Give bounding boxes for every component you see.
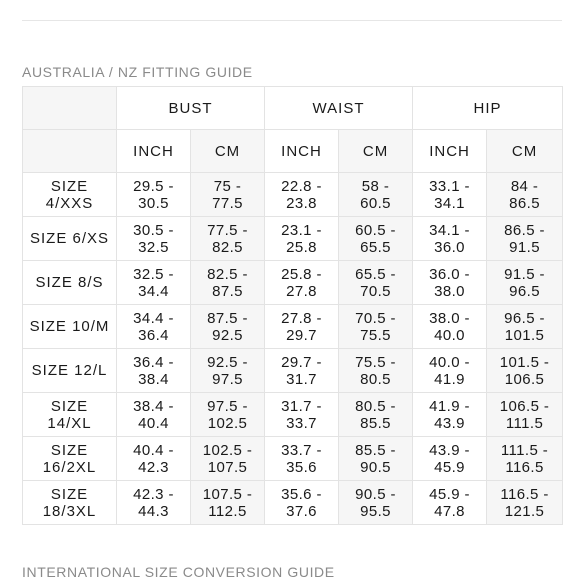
- measurement-line: 22.8 -: [281, 177, 322, 195]
- measurement-line: 95.5: [360, 502, 391, 520]
- measurement-line: 40.0: [434, 326, 465, 344]
- measurement-line: 36.4 -: [133, 353, 174, 371]
- size-label: [23, 261, 117, 305]
- measurement-line: 85.5 -: [355, 441, 396, 459]
- measurement-line: 47.8: [434, 502, 465, 520]
- size-label: [23, 393, 117, 437]
- measurement-line: 31.7 -: [281, 397, 322, 415]
- measurement-bust-inch: [117, 349, 191, 393]
- measurement-line: 36.0 -: [429, 265, 470, 283]
- group-header-row: [23, 87, 563, 130]
- size-label-line: 4/XXS: [45, 194, 94, 212]
- measurement-line: 41.9 -: [429, 397, 470, 415]
- measurement-bust-inch: [117, 217, 191, 261]
- measurement-line: 70.5: [360, 282, 391, 300]
- measurement-line: 35.6 -: [281, 485, 322, 503]
- measurement-line: 90.5 -: [355, 485, 396, 503]
- size-label-line: SIZE 10/M: [29, 318, 110, 335]
- unit-header-waist-inch: INCH: [265, 130, 339, 173]
- measurement-hip-inch: [413, 393, 487, 437]
- measurement-line: 102.5: [207, 414, 248, 432]
- measurement-line: 96.5: [509, 282, 540, 300]
- unit-header-hip-inch: INCH: [413, 130, 487, 173]
- measurement-line: 101.5 -: [499, 353, 550, 371]
- measurement-hip-cm: [487, 393, 563, 437]
- measurement-waist-cm: [339, 261, 413, 305]
- measurement-hip-inch: [413, 173, 487, 217]
- measurement-line: 23.8: [286, 194, 317, 212]
- measurement-waist-cm: [339, 437, 413, 481]
- measurement-line: 84 -: [510, 177, 539, 195]
- measurement-hip-inch: [413, 481, 487, 525]
- measurement-line: 90.5: [360, 458, 391, 476]
- measurement-line: 91.5: [509, 238, 540, 256]
- measurement-hip-cm: [487, 481, 563, 525]
- measurement-line: 29.7 -: [281, 353, 322, 371]
- size-label: [23, 305, 117, 349]
- measurement-waist-inch: [265, 173, 339, 217]
- measurement-line: 77.5 -: [207, 221, 248, 239]
- measurement-line: 85.5: [360, 414, 391, 432]
- measurement-line: 112.5: [208, 502, 247, 520]
- measurement-line: 38.0: [434, 282, 465, 300]
- measurement-bust-inch: [117, 173, 191, 217]
- measurement-line: 92.5: [212, 326, 243, 344]
- measurement-bust-inch: [117, 437, 191, 481]
- table-row: [23, 305, 563, 349]
- measurement-bust-inch: [117, 393, 191, 437]
- measurement-waist-inch: [265, 261, 339, 305]
- measurement-hip-inch: [413, 349, 487, 393]
- measurement-line: 60.5: [360, 194, 391, 212]
- measurement-line: 31.7: [286, 370, 317, 388]
- measurement-line: 43.9 -: [429, 441, 470, 459]
- size-label-line: SIZE 8/S: [35, 274, 104, 291]
- measurement-line: 25.8 -: [281, 265, 322, 283]
- measurement-line: 32.5 -: [133, 265, 174, 283]
- measurement-hip-inch: [413, 305, 487, 349]
- measurement-line: 36.4: [138, 326, 169, 344]
- measurement-bust-inch: [117, 261, 191, 305]
- measurement-line: 75.5: [360, 326, 391, 344]
- measurement-line: 75 -: [213, 177, 242, 195]
- measurement-line: 75.5 -: [355, 353, 396, 371]
- table-row: [23, 393, 563, 437]
- group-header-waist: WAIST: [265, 87, 413, 130]
- international-size-conversion-title: INTERNATIONAL SIZE CONVERSION GUIDE: [22, 564, 335, 580]
- measurement-line: 102.5 -: [202, 441, 253, 459]
- group-header-hip: HIP: [413, 87, 563, 130]
- measurement-line: 96.5 -: [504, 309, 545, 327]
- size-label-line: SIZE 6/XS: [29, 230, 110, 247]
- measurement-waist-cm: [339, 481, 413, 525]
- size-label-line: 18/3XL: [42, 502, 97, 520]
- measurement-line: 106.5: [504, 370, 545, 388]
- measurement-line: 86.5 -: [504, 221, 545, 239]
- measurement-line: 92.5 -: [207, 353, 248, 371]
- measurement-line: 25.8: [286, 238, 317, 256]
- measurement-line: 33.7: [286, 414, 317, 432]
- unit-header-bust-cm: CM: [191, 130, 265, 173]
- measurement-waist-inch: [265, 349, 339, 393]
- measurement-hip-inch: [413, 217, 487, 261]
- measurement-line: 116.5: [505, 458, 544, 476]
- measurement-waist-inch: [265, 481, 339, 525]
- size-label: [23, 437, 117, 481]
- measurement-bust-inch: [117, 305, 191, 349]
- measurement-bust-cm: [191, 349, 265, 393]
- measurement-line: 70.5 -: [355, 309, 396, 327]
- measurement-line: 87.5 -: [207, 309, 248, 327]
- measurement-line: 82.5 -: [207, 265, 248, 283]
- size-label-line: SIZE 12/L: [31, 362, 108, 379]
- table-row: [23, 349, 563, 393]
- measurement-line: 111.5: [505, 414, 544, 432]
- measurement-line: 60.5 -: [355, 221, 396, 239]
- measurement-waist-cm: [339, 349, 413, 393]
- measurement-bust-cm: [191, 305, 265, 349]
- measurement-line: 36.0: [434, 238, 465, 256]
- measurement-line: 97.5 -: [207, 397, 248, 415]
- measurement-waist-inch: [265, 217, 339, 261]
- measurement-hip-cm: [487, 349, 563, 393]
- measurement-line: 116.5 -: [500, 485, 549, 503]
- top-divider: [22, 20, 562, 21]
- measurement-line: 106.5 -: [499, 397, 550, 415]
- measurement-waist-cm: [339, 217, 413, 261]
- group-header-bust: BUST: [117, 87, 265, 130]
- measurement-hip-cm: [487, 261, 563, 305]
- corner-cell: [23, 130, 117, 173]
- measurement-line: 86.5: [509, 194, 540, 212]
- measurement-hip-inch: [413, 261, 487, 305]
- measurement-hip-cm: [487, 437, 563, 481]
- measurement-waist-cm: [339, 173, 413, 217]
- table-row: [23, 261, 563, 305]
- measurement-line: 33.1 -: [429, 177, 470, 195]
- measurement-bust-inch: [117, 481, 191, 525]
- measurement-waist-inch: [265, 305, 339, 349]
- measurement-bust-cm: [191, 217, 265, 261]
- measurement-line: 29.7: [286, 326, 317, 344]
- corner-cell: [23, 87, 117, 130]
- table-row: [23, 481, 563, 525]
- measurement-waist-inch: [265, 393, 339, 437]
- measurement-line: 97.5: [212, 370, 243, 388]
- measurement-line: 91.5 -: [504, 265, 545, 283]
- measurement-line: 107.5: [207, 458, 248, 476]
- measurement-line: 37.6: [286, 502, 317, 520]
- measurement-line: 33.7 -: [281, 441, 322, 459]
- measurement-line: 27.8 -: [281, 309, 322, 327]
- unit-header-row: [23, 130, 563, 173]
- measurement-line: 82.5: [212, 238, 243, 256]
- measurement-hip-inch: [413, 437, 487, 481]
- measurement-line: 45.9: [434, 458, 465, 476]
- measurement-line: 32.5: [138, 238, 169, 256]
- size-label-line: SIZE: [50, 485, 89, 503]
- measurement-bust-cm: [191, 173, 265, 217]
- measurement-line: 34.1: [434, 194, 465, 212]
- measurement-line: 40.4 -: [133, 441, 174, 459]
- measurement-line: 87.5: [212, 282, 243, 300]
- measurement-line: 80.5 -: [355, 397, 396, 415]
- size-label: [23, 349, 117, 393]
- measurement-line: 101.5: [504, 326, 545, 344]
- table-row: [23, 437, 563, 481]
- table-row: [23, 173, 563, 217]
- unit-header-waist-cm: CM: [339, 130, 413, 173]
- measurement-line: 42.3 -: [133, 485, 174, 503]
- measurement-line: 27.8: [286, 282, 317, 300]
- measurement-line: 38.4: [138, 370, 169, 388]
- measurement-line: 121.5: [504, 502, 545, 520]
- measurement-line: 30.5 -: [133, 221, 174, 239]
- measurement-line: 41.9: [434, 370, 465, 388]
- measurement-line: 42.3: [138, 458, 169, 476]
- measurement-bust-cm: [191, 261, 265, 305]
- measurement-bust-cm: [191, 437, 265, 481]
- measurement-line: 65.5 -: [355, 265, 396, 283]
- measurement-line: 35.6: [286, 458, 317, 476]
- size-label: [23, 173, 117, 217]
- measurement-waist-cm: [339, 393, 413, 437]
- measurement-line: 30.5: [138, 194, 169, 212]
- measurement-line: 23.1 -: [281, 221, 322, 239]
- measurement-hip-cm: [487, 173, 563, 217]
- measurement-line: 38.4 -: [133, 397, 174, 415]
- size-label-line: SIZE: [50, 177, 89, 195]
- measurement-line: 77.5: [212, 194, 243, 212]
- measurement-line: 38.0 -: [429, 309, 470, 327]
- size-label: [23, 217, 117, 261]
- measurement-line: 107.5 -: [202, 485, 253, 503]
- au-nz-fitting-guide-title: AUSTRALIA / NZ FITTING GUIDE: [22, 64, 253, 80]
- measurement-line: 45.9 -: [429, 485, 470, 503]
- measurement-line: 40.0 -: [429, 353, 470, 371]
- measurement-line: 34.1 -: [429, 221, 470, 239]
- measurement-waist-inch: [265, 437, 339, 481]
- size-label-line: 16/2XL: [42, 458, 97, 476]
- measurement-hip-cm: [487, 305, 563, 349]
- size-label-line: 14/XL: [47, 414, 92, 432]
- size-label-line: SIZE: [50, 397, 89, 415]
- measurement-line: 43.9: [434, 414, 465, 432]
- measurement-bust-cm: [191, 481, 265, 525]
- measurement-line: 65.5: [360, 238, 391, 256]
- measurement-line: 44.3: [138, 502, 169, 520]
- unit-header-hip-cm: CM: [487, 130, 563, 173]
- measurement-line: 29.5 -: [133, 177, 174, 195]
- measurement-waist-cm: [339, 305, 413, 349]
- measurement-line: 58 -: [361, 177, 390, 195]
- unit-header-bust-inch: INCH: [117, 130, 191, 173]
- size-label: [23, 481, 117, 525]
- measurement-line: 34.4 -: [133, 309, 174, 327]
- measurement-line: 80.5: [360, 370, 391, 388]
- table-row: [23, 217, 563, 261]
- measurement-line: 34.4: [138, 282, 169, 300]
- measurement-line: 111.5 -: [500, 441, 549, 459]
- size-chart-table: [22, 86, 563, 525]
- size-label-line: SIZE: [50, 441, 89, 459]
- measurement-bust-cm: [191, 393, 265, 437]
- measurement-line: 40.4: [138, 414, 169, 432]
- measurement-hip-cm: [487, 217, 563, 261]
